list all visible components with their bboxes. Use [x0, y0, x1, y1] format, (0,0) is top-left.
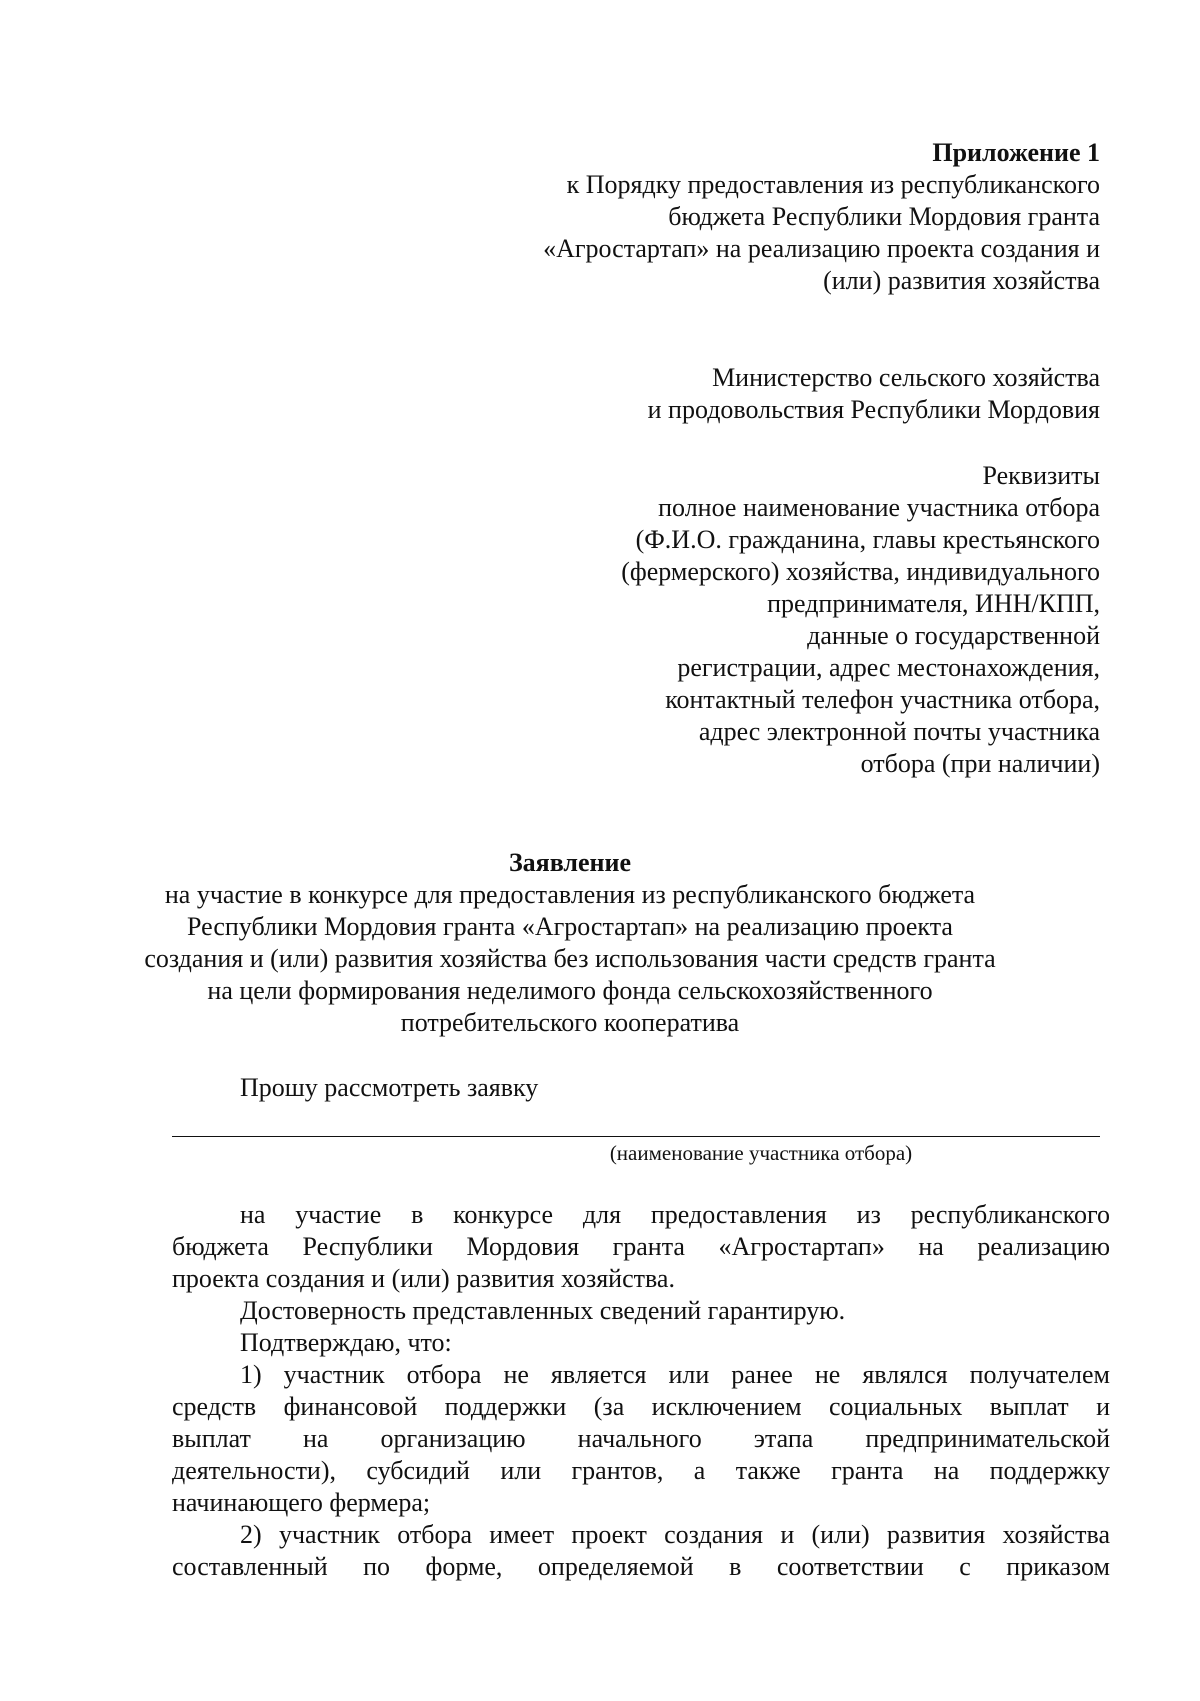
appendix-title: Приложение 1 — [932, 138, 1100, 167]
body-line: 2) участник отбора имеет проект создания и (или) развития хозяйства — [240, 1520, 1110, 1549]
statement-body — [172, 1199, 1110, 1583]
addressee-ministry — [648, 362, 1100, 426]
body-line: на участие в конкурсе для предоставления из республиканского — [240, 1200, 1110, 1229]
body-line: составленный по форме, определяемой в соответствии с приказом — [172, 1552, 1110, 1581]
body-line: бюджета Республики Мордовия гранта «Агростартап» на реализацию — [172, 1232, 1110, 1261]
request-text: Прошу рассмотреть заявку — [240, 1073, 539, 1102]
requisites-line: адрес электронной почты участника — [698, 717, 1100, 746]
statement-line: Республики Мордовия гранта «Агростартап» на реализацию проекта — [187, 912, 953, 941]
requisites-line: регистрации, адрес местонахождения, — [677, 653, 1100, 682]
statement-line: на цели формирования неделимого фонда сельскохозяйственного — [207, 976, 933, 1005]
appendix-line: «Агростартап» на реализацию проекта создания и — [543, 234, 1100, 263]
statement-heading — [130, 847, 1010, 1039]
requisites-line: данные о государственной — [807, 621, 1100, 650]
body-line: выплат на организацию начального этапа предпринимательской — [172, 1424, 1110, 1453]
statement-title: Заявление — [508, 848, 632, 877]
requisites-line: (фермерского) хозяйства, индивидуального — [621, 557, 1100, 586]
ministry-line: и продовольствия Республики Мордовия — [647, 395, 1100, 424]
body-line: средств финансовой поддержки (за исключением социальных выплат и — [172, 1392, 1110, 1421]
body-line: начинающего фермера; — [172, 1488, 431, 1517]
statement-line: на участие в конкурсе для предоставления из республиканского бюджета — [164, 880, 976, 909]
body-line: деятельности), субсидий или грантов, а также гранта на поддержку — [172, 1456, 1110, 1485]
requisites-line: (Ф.И.О. гражданина, главы крестьянского — [635, 525, 1100, 554]
appendix-line: к Порядку предоставления из республиканского — [566, 170, 1100, 199]
body-line: Подтверждаю, что: — [240, 1328, 452, 1357]
requisites-line: контактный телефон участника отбора, — [665, 685, 1100, 714]
ministry-line: Министерство сельского хозяйства — [712, 363, 1100, 392]
requisites-line: отбора (при наличии) — [860, 749, 1100, 778]
requisites-block — [621, 460, 1100, 780]
requisites-line: полное наименование участника отбора — [658, 493, 1100, 522]
statement-line: создания и (или) развития хозяйства без использования части средств гранта — [144, 944, 996, 973]
requisites-line: предпринимателя, ИНН/КПП, — [767, 589, 1100, 618]
appendix-header — [543, 137, 1100, 297]
requisites-line: Реквизиты — [982, 461, 1100, 490]
appendix-line: бюджета Республики Мордовия гранта — [668, 202, 1100, 231]
body-line: Достоверность представленных сведений гарантирую. — [240, 1296, 846, 1325]
body-line: проекта создания и (или) развития хозяйства. — [172, 1264, 675, 1293]
body-line: 1) участник отбора не является или ранее не являлся получателем — [240, 1360, 1110, 1389]
participant-name-caption: (наименование участника отбора) — [609, 1141, 913, 1165]
statement-line: потребительского кооператива — [400, 1008, 740, 1037]
participant-name-field[interactable] — [172, 1136, 1100, 1137]
appendix-line: (или) развития хозяйства — [823, 266, 1100, 295]
